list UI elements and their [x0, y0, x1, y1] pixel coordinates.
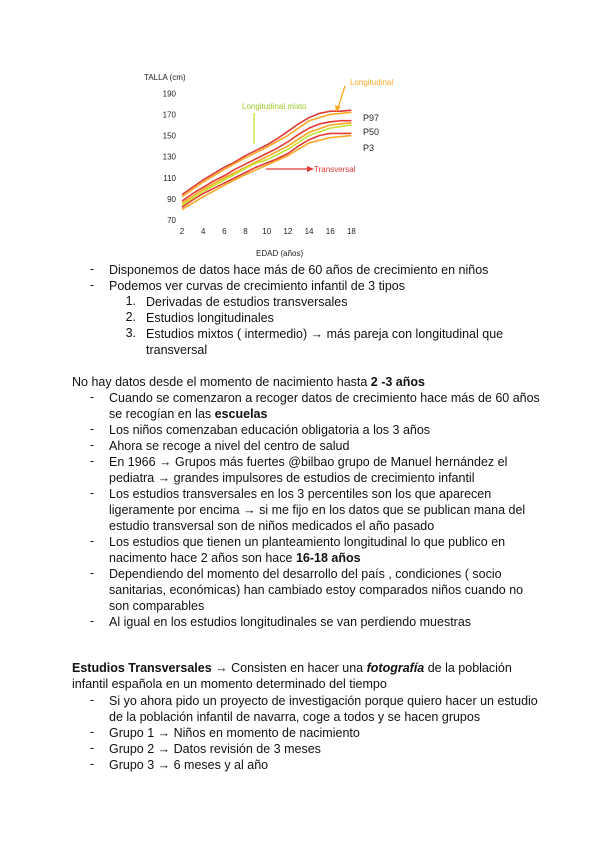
numbered-item: Derivadas de estudios transversales — [146, 295, 348, 309]
section-lead — [72, 374, 425, 390]
x-tick-label: 2 — [179, 227, 185, 236]
number-marker: 3. — [125, 326, 136, 340]
y-tick-label: 170 — [162, 110, 176, 120]
y-tick-label: 190 — [162, 89, 176, 99]
numbered-item: Estudios mixtos ( intermedio) → más pareja con longitudinal que — [146, 327, 504, 341]
text: se recogían en las — [109, 407, 215, 421]
growth-chart-svg — [138, 68, 418, 264]
bullet-dash: - — [90, 422, 95, 436]
list-item: Los estudios que tienen un planteamiento longitudinal lo que publico en — [109, 535, 506, 549]
list-item-cont: de la población infantil de navarra, coge a todos y se hacen grupos — [109, 710, 481, 724]
x-tick-label: 12 — [283, 227, 293, 236]
label-p50: P50 — [363, 127, 380, 137]
annot-transversal: Transversal — [314, 165, 356, 174]
x-tick-labels — [180, 227, 357, 236]
label-p97: P97 — [363, 113, 380, 123]
list-item: Si yo ahora pido un proyecto de investigación porque quiero hacer un estudio — [109, 694, 538, 708]
bullet-dash: - — [90, 278, 95, 292]
list-item-cont: ligeramente por encima → si me fijo en los datos que se publican mana del — [109, 503, 526, 517]
heading-text: → Consisten en hacer una — [211, 661, 367, 675]
bullet-dash: - — [90, 614, 95, 628]
list-item: Cuando se comenzaron a recoger datos de crecimiento hace más de 60 años — [109, 391, 540, 405]
bold-text: escuelas — [214, 407, 268, 421]
bullet-dash: - — [90, 534, 95, 548]
y-tick-label: 90 — [167, 194, 176, 204]
annot-longitudinal-mixto: Longitudinal mixto — [242, 102, 307, 111]
list-item-cont: sanitarias, económicas) han cambiado estoy comparados niños cuando no — [109, 583, 524, 597]
list-item: Ahora se recoge a nivel del centro de salud — [109, 439, 350, 453]
heading-bold: Estudios Transversales — [72, 661, 212, 675]
list-item-cont: estudio transversal son de niños medicados el año pasado — [109, 519, 435, 533]
bold-text: 16-18 años — [295, 551, 361, 565]
y-axis-label: TALLA (cm) — [144, 73, 186, 82]
bullet-dash: - — [90, 725, 95, 739]
lead-bold: 2 -3 años — [370, 375, 425, 389]
x-axis-label: EDAD (años) — [256, 249, 304, 258]
x-tick-label: 16 — [325, 227, 335, 236]
list-item-cont — [109, 550, 361, 566]
y-tick-label: 150 — [162, 131, 176, 141]
numbered-item: Estudios longitudinales — [146, 311, 274, 325]
section-heading — [72, 660, 512, 676]
list-item-cont: pediatra → grandes impulsores de estudios de crecimiento infantil — [109, 471, 475, 485]
annot-longitudinal: Longitudinal — [350, 78, 394, 87]
y-tick-label: 130 — [162, 152, 176, 162]
series-lines — [182, 110, 351, 209]
bullet-dash: - — [90, 486, 95, 500]
number-marker: 1. — [125, 294, 136, 308]
list-item: Grupo 2 → Datos revisión de 3 meses — [109, 742, 321, 756]
text: nacimento hace 2 años son hace — [109, 551, 296, 565]
x-tick-label: 14 — [304, 227, 314, 236]
bullet-dash: - — [90, 390, 95, 404]
list-item: Grupo 1 → Niños en momento de nacimiento — [109, 726, 360, 740]
bullet-dash: - — [90, 262, 95, 276]
label-p3: P3 — [363, 143, 375, 153]
list-item: Disponemos de datos hace más de 60 años de crecimiento en niños — [109, 263, 489, 277]
annot-longitudinal-pointer — [338, 86, 345, 108]
bullet-dash: - — [90, 693, 95, 707]
list-item: Dependiendo del momento del desarrollo del país , condiciones ( socio — [109, 567, 502, 581]
x-tick-label: 10 — [262, 227, 272, 236]
list-item-cont: son comparables — [109, 599, 205, 613]
y-tick-label: 70 — [167, 216, 176, 225]
heading-text-end: de la población — [424, 661, 512, 675]
numbered-item-cont: transversal — [146, 343, 208, 357]
bullet-dash: - — [90, 757, 95, 771]
list-item: Los estudios transversales en los 3 percentiles son los que aparecen — [109, 487, 492, 501]
lead-text: No hay datos desde el momento de nacimiento hasta — [72, 375, 371, 389]
bullet-dash: - — [90, 454, 95, 468]
bullet-dash: - — [90, 741, 95, 755]
list-item: Grupo 3 → 6 meses y al año — [109, 758, 269, 772]
x-tick-label: 4 — [200, 227, 206, 236]
y-tick-label: 110 — [163, 173, 176, 183]
list-item: Podemos ver curvas de crecimiento infantil de 3 tipos — [109, 279, 405, 293]
growth-chart — [138, 68, 418, 264]
list-item: En 1966 → Grupos más fuertes @bilbao grupo de Manuel hernández el — [109, 455, 508, 469]
y-tick-labels — [163, 89, 177, 225]
annot-transversal-arrowhead — [307, 166, 314, 172]
x-tick-label: 8 — [243, 227, 248, 236]
x-tick-label: 6 — [222, 227, 227, 236]
bullet-dash: - — [90, 566, 95, 580]
section-heading-cont: infantil española en un momento determinado del tiempo — [72, 677, 387, 691]
list-item-cont — [109, 406, 267, 422]
bullet-dash: - — [90, 438, 95, 452]
heading-emphasis: fotografía — [366, 661, 425, 675]
list-item: Los niños comenzaban educación obligatoria a los 3 años — [109, 423, 431, 437]
number-marker: 2. — [125, 310, 136, 324]
list-item: Al igual en los estudios longitudinales se van perdiendo muestras — [109, 615, 472, 629]
x-tick-label: 18 — [346, 227, 356, 236]
